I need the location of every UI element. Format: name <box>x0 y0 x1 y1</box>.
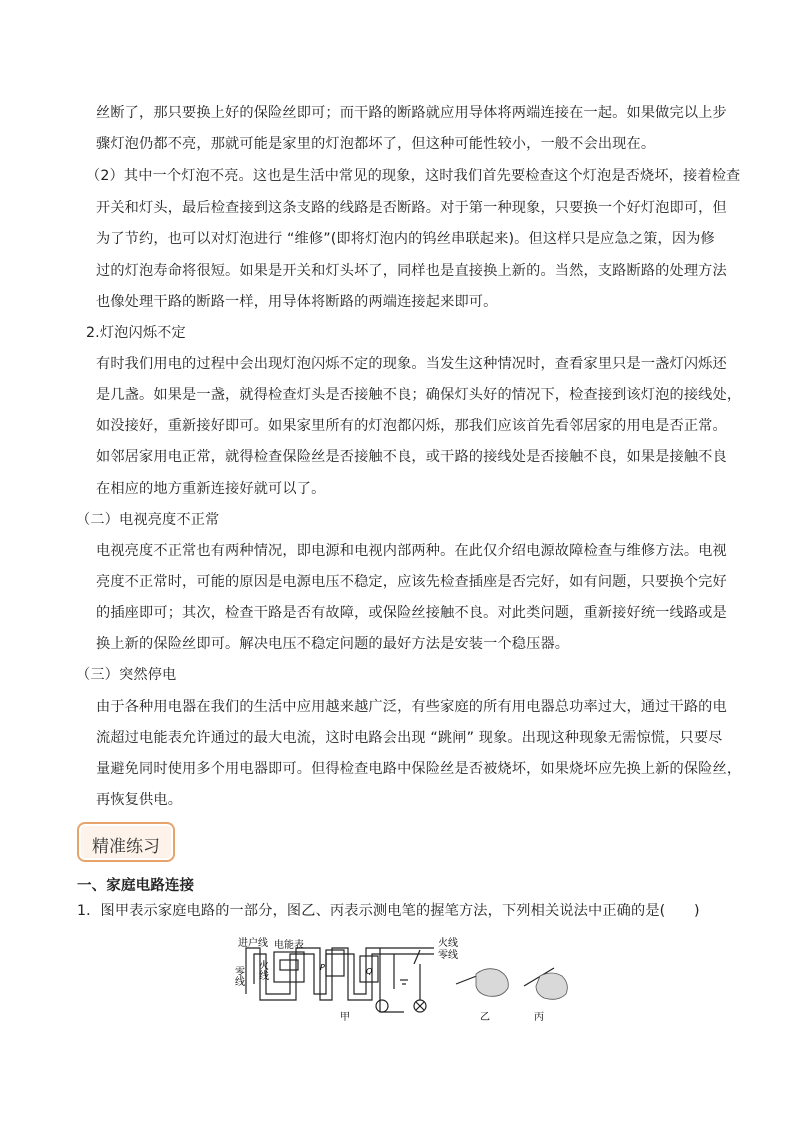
body-line: 骤灯泡仍都不亮，那就可能是家里的灯泡都坏了，但这种可能性较小，一般不会出现在。 <box>96 136 656 152</box>
label-neutral-v: 零线 <box>232 966 244 986</box>
label-live: 火线 <box>438 938 458 949</box>
section-title: 一、家庭电路连接 <box>77 878 195 894</box>
label-live-v: 火线 <box>256 960 268 980</box>
badge-label: 精准练习 <box>92 837 160 857</box>
body-line: 在相应的地方重新连接好就可以了。 <box>96 481 326 497</box>
body-line: （三）突然停电 <box>76 667 177 683</box>
body-line: 如没接好，重新接好即可。如果家里所有的灯泡都闪烁，那我们应该首先看邻居家的用电是否正常。 <box>96 418 727 434</box>
body-line: 也像处理干路的断路一样，用导体将断路的两端连接起来即可。 <box>96 294 498 310</box>
body-line: 流超过电能表允许通过的最大电流，这时电路会出现 “跳闸” 现象。出现这种现象无需惊慌，只要尽 <box>96 730 723 746</box>
body-line: 是几盏。如果是一盏，就得检查灯头是否接触不良；确保灯头好的情况下，检查接到该灯泡的接线处， <box>96 387 742 403</box>
label-q: Q <box>366 967 373 976</box>
body-line: 电视亮度不正常也有两种情况，即电源和电视内部两种。在此仅介绍电源故障检查与维修方法。电视 <box>96 543 727 559</box>
body-line: 的插座即可；其次，检查干路是否有故障，或保险丝接触不良。对此类问题，重新接好统一线路或是 <box>96 605 727 621</box>
circuit-figure <box>234 934 574 1024</box>
body-line: 换上新的保险丝即可。解决电压不稳定问题的最好方法是安装一个稳压器。 <box>96 636 570 652</box>
body-line: （2）其中一个灯泡不亮。这也是生活中常见的现象，这时我们首先要检查这个灯泡是否烧坏，接着检查 <box>86 168 741 184</box>
body-line: 有时我们用电的过程中会出现灯泡闪烁不定的现象。当发生这种情况时，查看家里只是一盏灯闪烁还 <box>96 356 727 372</box>
body-line: 丝断了，那只要换上好的保险丝即可；而干路的断路就应用导体将两端连接在一起。如果做完以上步 <box>96 105 727 121</box>
body-line: 亮度不正常时，可能的原因是电源电压不稳定，应该先检查插座是否完好，如有问题，只要换个完好 <box>96 574 727 590</box>
body-line: 开关和灯头，最后检查接到这条支路的线路是否断路。对于第一种现象，只要换一个好灯泡即可，但 <box>96 200 727 216</box>
body-line: （二）电视亮度不正常 <box>76 512 220 528</box>
practice-badge <box>77 822 175 862</box>
body-line: 为了节约，也可以对灯泡进行 “维修”(即将灯泡内的钨丝串联起来)。但这样只是应急之策，因为修 <box>96 231 715 247</box>
body-line: 量避免同时使用多个用电器即可。但得检查电路中保险丝是否被烧坏，如果烧坏应先换上新的保险丝， <box>96 761 742 777</box>
label-neutral: 零线 <box>438 950 458 961</box>
question-text: 1．图甲表示家庭电路的一部分，图乙、丙表示测电笔的握笔方法，下列相关说法中正确的是( ) <box>77 903 700 919</box>
body-line: 由于各种用电器在我们的生活中应用越来越广泛，有些家庭的所有用电器总功率过大，通过干路的电 <box>96 699 727 715</box>
body-line: 2.灯泡闪烁不定 <box>86 325 186 341</box>
label-inlet: 进户线 <box>238 938 268 949</box>
caption-bing: 丙 <box>534 1012 544 1023</box>
body-line: 再恢复供电。 <box>96 792 183 808</box>
label-p: P <box>320 963 325 972</box>
label-meter: 电能表 <box>274 940 304 951</box>
caption-jia: 甲 <box>340 1012 350 1023</box>
caption-yi: 乙 <box>480 1012 490 1023</box>
body-line: 如邻居家用电正常，就得检查保险丝是否接触不良，或干路的接线处是否接触不良，如果是接触不良 <box>96 449 727 465</box>
body-line: 过的灯泡寿命将很短。如果是开关和灯头坏了，同样也是直接换上新的。当然，支路断路的处理方法 <box>96 263 727 279</box>
